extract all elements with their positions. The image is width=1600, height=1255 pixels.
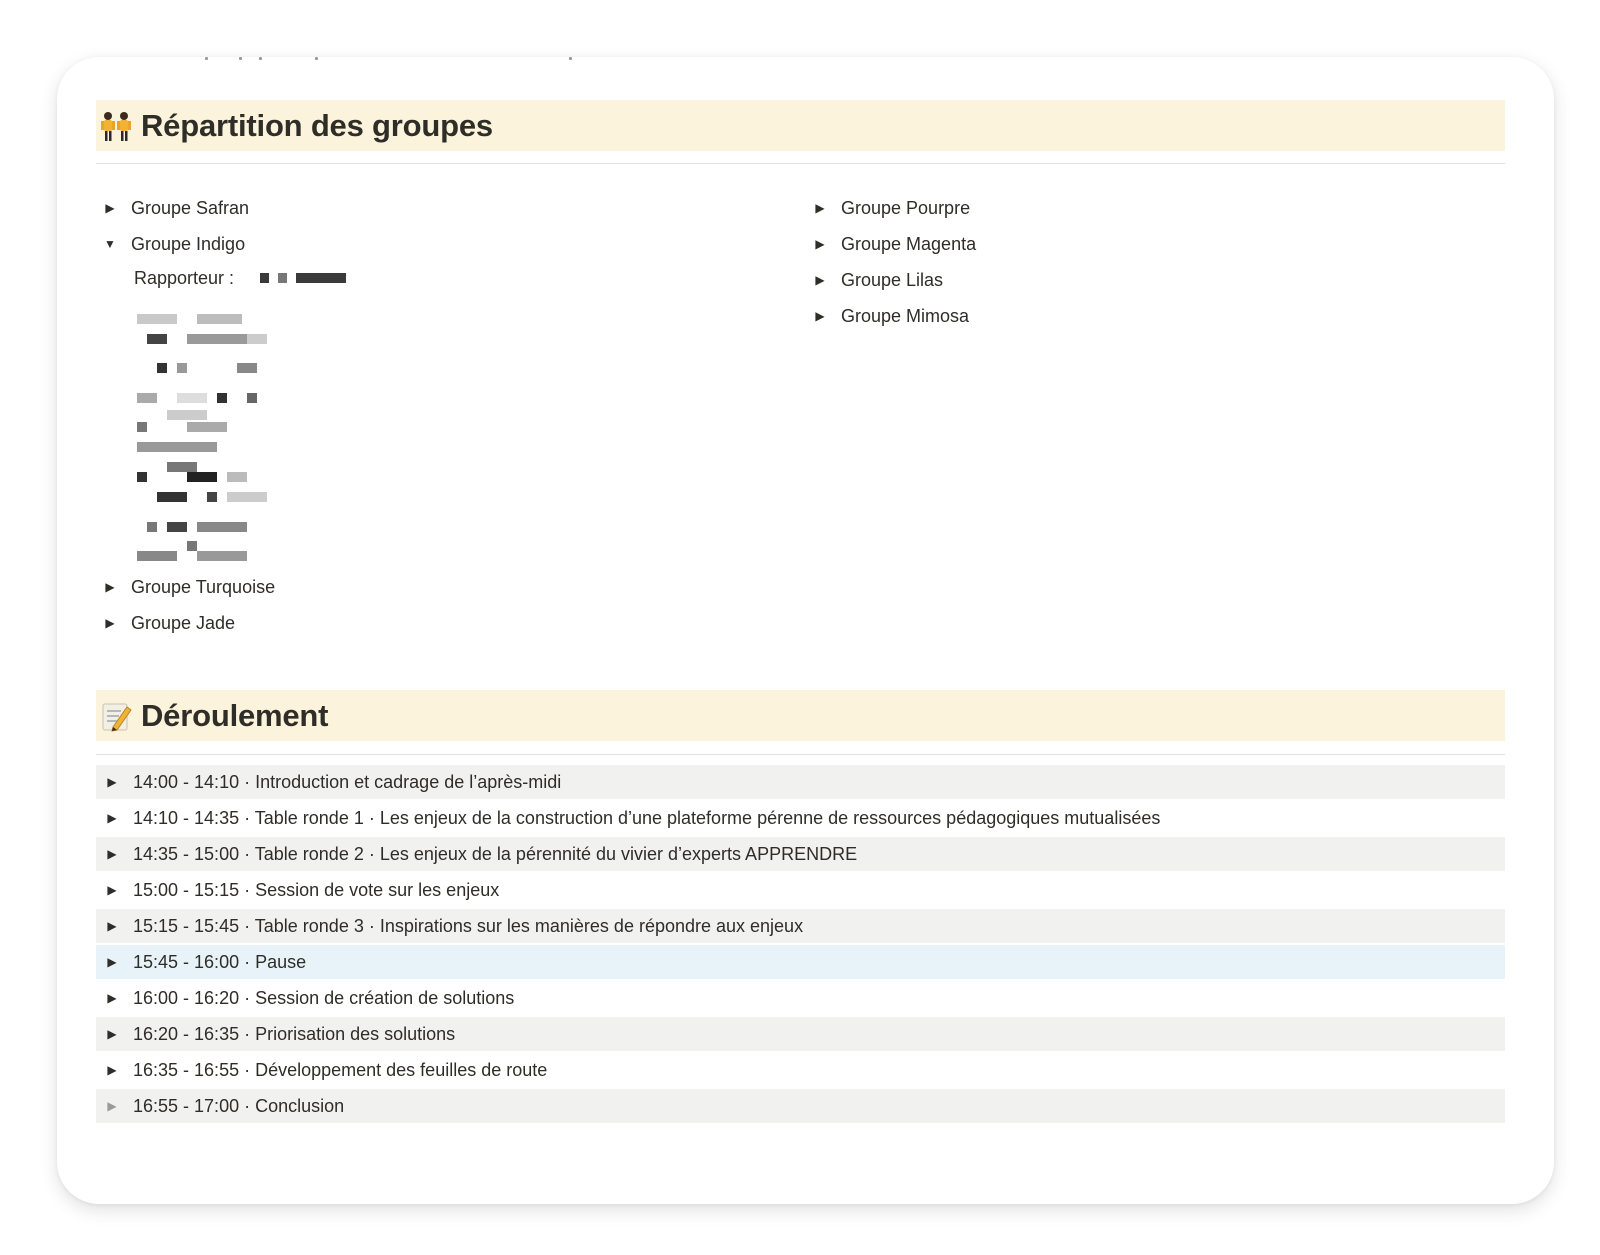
schedule-item-label: 16:35 - 16:55 · Développement des feuilles de route [133,1059,548,1080]
group-toggle-turquoise[interactable] [94,569,275,605]
schedule-item-label: 15:15 - 15:45 · Table ronde 3 · Inspirations sur les manières de répondre aux enjeux [133,915,804,936]
schedule-row[interactable] [96,1017,1505,1051]
group-label: Groupe Safran [131,197,250,218]
schedule-row[interactable] [96,801,1505,835]
group-label: Groupe Magenta [841,233,977,254]
caret-right-icon[interactable]: ▶ [107,775,117,789]
page-card [57,57,1554,1204]
schedule-item-label: 15:00 - 15:15 · Session de vote sur les enjeux [133,879,500,900]
schedule-item-label: 16:00 - 16:20 · Session de création de solutions [133,987,515,1008]
caret-right-icon[interactable]: ▶ [107,1063,117,1077]
group-label: Groupe Indigo [131,233,246,254]
group-toggle-magenta[interactable] [804,226,976,262]
caret-right-icon[interactable]: ▶ [815,201,825,215]
group-toggle-jade[interactable] [94,605,235,641]
schedule-item-label: 16:55 - 17:00 · Conclusion [133,1095,345,1116]
group-toggle-mimosa[interactable] [804,298,969,334]
redacted-name [260,273,355,283]
memo-icon [99,699,133,733]
schedule-divider [96,754,1505,755]
rapporteur-label: Rapporteur : [134,267,235,288]
group-label: Groupe Lilas [841,269,944,290]
caret-right-icon[interactable]: ▶ [107,1027,117,1041]
schedule-heading [96,690,1505,741]
group-toggle-indigo[interactable] [94,226,245,262]
groups-divider [96,163,1505,164]
redacted-member-list [137,312,277,564]
schedule-row[interactable] [96,945,1505,979]
caret-right-icon[interactable]: ▶ [815,237,825,251]
group-toggle-pourpre[interactable] [804,190,970,226]
group-label: Groupe Jade [131,612,236,633]
caret-right-icon[interactable]: ▶ [107,955,117,969]
caret-right-icon[interactable]: ▶ [105,580,115,594]
clipped-text-fragment [197,57,657,60]
schedule-row[interactable] [96,1053,1505,1087]
group-toggle-lilas[interactable] [804,262,943,298]
schedule-row[interactable] [96,873,1505,907]
schedule-row[interactable] [96,1089,1505,1123]
group-label: Groupe Mimosa [841,305,970,326]
schedule-row[interactable] [96,981,1505,1015]
groups-heading [96,100,1505,151]
group-label: Groupe Turquoise [131,576,276,597]
rapporteur-line [134,263,355,293]
caret-right-icon[interactable]: ▶ [105,616,115,630]
caret-down-icon[interactable]: ▼ [104,237,116,251]
schedule-row[interactable] [96,837,1505,871]
groups-heading-title: Répartition des groupes [141,107,493,143]
caret-right-icon[interactable]: ▶ [107,919,117,933]
schedule-row[interactable] [96,909,1505,943]
caret-right-icon[interactable]: ▶ [107,883,117,897]
caret-right-icon[interactable]: ▶ [105,201,115,215]
caret-right-icon[interactable]: ▶ [815,309,825,323]
schedule-item-label: 15:45 - 16:00 · Pause [133,951,307,972]
schedule-heading-title: Déroulement [141,697,329,733]
caret-right-icon[interactable]: ▶ [107,1099,117,1113]
caret-right-icon[interactable]: ▶ [107,811,117,825]
caret-right-icon[interactable]: ▶ [107,991,117,1005]
group-toggle-safran[interactable] [94,190,249,226]
dancers-icon [99,109,133,143]
schedule-item-label: 14:00 - 14:10 · Introduction et cadrage de l’après-midi [133,771,562,792]
schedule-item-label: 14:35 - 15:00 · Table ronde 2 · Les enjeux de la pérennité du vivier d’experts APPRENDRE [133,843,858,864]
schedule-item-label: 16:20 - 16:35 · Priorisation des solutions [133,1023,456,1044]
schedule-row[interactable] [96,765,1505,799]
caret-right-icon[interactable]: ▶ [107,847,117,861]
schedule-item-label: 14:10 - 14:35 · Table ronde 1 · Les enjeux de la construction d’une plateforme pérenne de ressources pédagogiques mutualisées [133,807,1161,828]
caret-right-icon[interactable]: ▶ [815,273,825,287]
group-label: Groupe Pourpre [841,197,971,218]
